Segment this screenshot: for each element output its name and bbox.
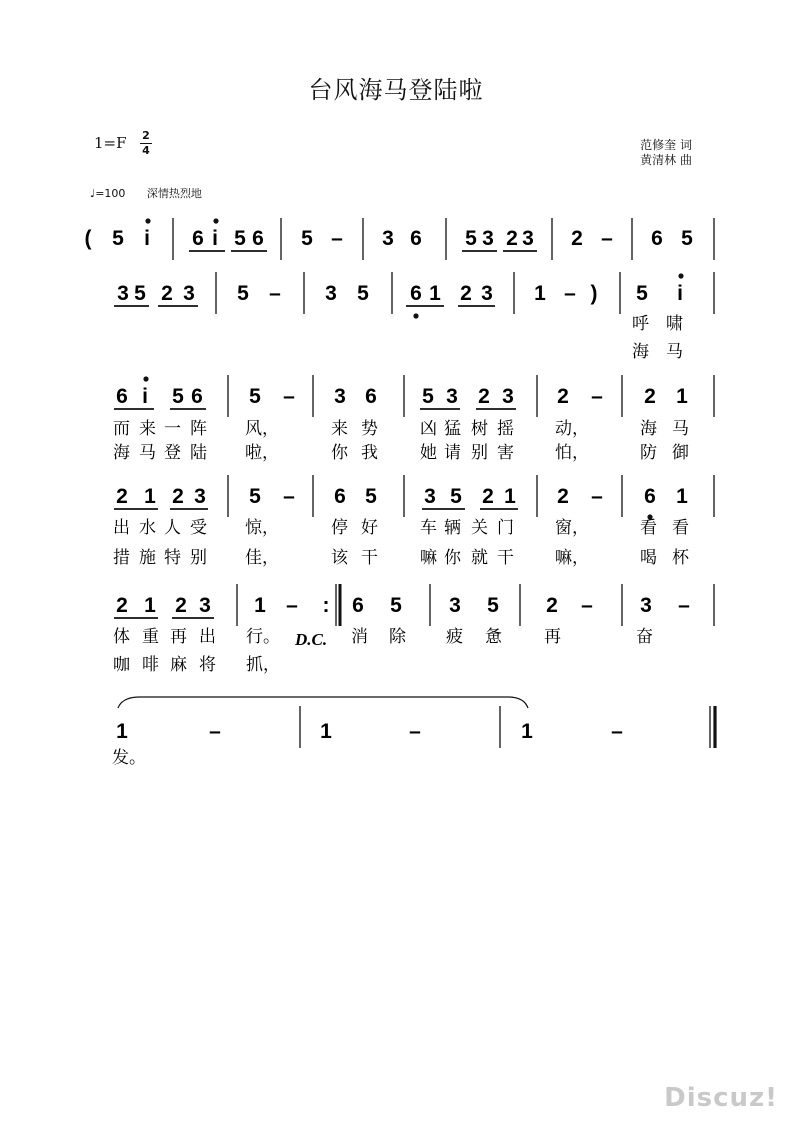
lyric-verse2: 我 [361,443,378,463]
note-n11: 6 [410,227,422,250]
lyric-verse1: 奋 [636,627,653,647]
note-n14: 2 [506,227,518,250]
lyric-verse2: 御 [672,443,689,463]
note-n34: ) [590,282,598,305]
lyric-verse1: 看 [672,518,689,538]
note-n1: ( [84,227,92,250]
note-n24: 5 [237,282,249,305]
lyric-verse1: 来 [139,419,156,439]
note-n75: : [322,594,330,617]
lyric-verse1: 再 [170,627,187,647]
note-n79: 5 [487,594,499,617]
lyric-verse2: 嘛 [420,548,437,568]
dc-marking: D.C. [295,630,328,649]
note-n37: 6 [116,385,128,408]
note-n50: – [591,385,603,408]
lyric-verse1: 而 [113,419,130,439]
note-n12: 5 [465,227,477,250]
note-n81: – [581,594,593,617]
lyric-verse2: 别 [471,443,488,463]
note-n4: 6 [192,227,204,250]
note-n61: 3 [424,485,436,508]
note-n82: 3 [640,594,652,617]
note-n27: 5 [357,282,369,305]
note-n36: i [677,282,683,305]
lyric-verse1: 重 [142,627,159,647]
note-n65: 2 [557,485,569,508]
note-n46: 3 [446,385,458,408]
note-n5: i [212,227,218,250]
note-n45: 5 [422,385,434,408]
lyric-verse1: 阵 [190,419,207,439]
note-n67: 6 [644,485,656,508]
note-n44: 6 [365,385,377,408]
note-n88: 1 [521,720,533,743]
note-n56: 3 [194,485,206,508]
note-n9: – [331,227,343,250]
lyric-verse1: 海 [640,419,657,439]
lyric-verse2: 海 [632,342,649,362]
note-n51: 2 [644,385,656,408]
lyric-verse2: 嘛， [555,548,589,568]
lyric-verse2: 措 [113,548,130,568]
lyric-verse1: 辆 [444,518,461,538]
lyric-verse2: 抓， [246,655,280,675]
note-n29: 1 [429,282,441,305]
note-n16: 2 [571,227,583,250]
note-n2: 5 [112,227,124,250]
note-n47: 2 [478,385,490,408]
lyric-verse2: 将 [199,655,216,675]
lyric-verse2: 啦， [245,443,279,463]
note-n3: i [144,227,150,250]
note-n86: 1 [320,720,332,743]
lyric-verse2: 就 [471,548,488,568]
lyricist-credit: 范修奎 词 [640,138,692,152]
song-title: 台风海马登陆啦 [308,76,484,104]
note-n13: 3 [482,227,494,250]
lyric-verse1: 惊， [245,518,279,538]
lyric-verse1: 势 [361,419,378,439]
lyric-verse2: 海 [113,443,130,463]
lyric-verse1: 车 [420,518,437,538]
note-n80: 2 [546,594,558,617]
note-n30: 2 [460,282,472,305]
lyric-verse2: 你 [331,443,348,463]
lyric-verse1: 凶 [420,419,437,439]
lyric-verse1: 猛 [444,419,461,439]
note-n71: 2 [175,594,187,617]
note-n78: 3 [449,594,461,617]
note-n49: 2 [557,385,569,408]
lyric-verse2: 你 [444,548,461,568]
lyric-verse2: 别 [190,548,207,568]
lyric-verse1: 马 [672,419,689,439]
lyric-verse2: 马 [139,443,156,463]
note-n20: 3 [117,282,129,305]
note-n89: – [611,720,623,743]
lyric-verse2: 登 [164,443,181,463]
octave-dot-high [145,218,150,223]
note-n39: 5 [172,385,184,408]
note-n19: 5 [681,227,693,250]
note-n22: 2 [161,282,173,305]
note-n77: 5 [390,594,402,617]
note-n83: – [678,594,690,617]
lyric-verse1: 动， [555,419,589,439]
note-n54: 1 [144,485,156,508]
lyric-verse1: 风， [245,419,279,439]
lyric-verse1: 一 [164,419,181,439]
note-n33: – [564,282,576,305]
note-n10: 3 [382,227,394,250]
lyric-verse2: 害 [497,443,514,463]
note-n26: 3 [325,282,337,305]
note-n87: – [409,720,421,743]
lyric-verse2: 喝 [640,548,657,568]
lyric-verse1: 来 [331,419,348,439]
lyric-verse1: 呼 [632,314,649,334]
lyric-verse1: 窗， [555,518,589,538]
note-n21: 5 [134,282,146,305]
lyric-verse2: 马 [666,342,683,362]
note-n62: 5 [450,485,462,508]
note-n17: – [601,227,613,250]
lyric-verse1: 除 [389,627,406,647]
lyric-verse2: 特 [164,548,181,568]
note-n41: 5 [249,385,261,408]
lyric-verse1: 受 [190,518,207,538]
note-n73: 1 [254,594,266,617]
lyric-verse1: 出 [113,518,130,538]
watermark: Discuz! [664,1083,778,1113]
lyric-verse1: 疲 [446,627,463,647]
note-n76: 6 [352,594,364,617]
slur-arc [118,697,528,708]
lyric-verse1: 啸 [666,314,683,334]
lyric-verse1: 消 [351,627,368,647]
note-n64: 1 [504,485,516,508]
lyric-verse1: 水 [139,518,156,538]
note-n48: 3 [502,385,514,408]
lyric-verse2: 佳， [245,548,279,568]
lyric-verse1: 摇 [497,419,514,439]
key-signature: 1=F [94,134,127,152]
note-n58: – [283,485,295,508]
note-n42: – [283,385,295,408]
tempo-mark: ♩=100 [90,187,126,200]
note-n68: 1 [676,485,688,508]
note-n70: 1 [144,594,156,617]
note-n57: 5 [249,485,261,508]
note-n7: 6 [252,227,264,250]
note-n43: 3 [334,385,346,408]
note-n15: 3 [522,227,534,250]
lyric-verse2: 陆 [190,443,207,463]
lyric-verse2: 该 [331,548,348,568]
lyric-verse2: 她 [420,443,437,463]
expression-mark: 深情热烈地 [146,187,202,200]
lyric-verse1: 停 [331,518,348,538]
note-n63: 2 [482,485,494,508]
note-n28: 6 [410,282,422,305]
note-n60: 5 [365,485,377,508]
lyric-verse2: 请 [444,443,461,463]
note-n35: 5 [636,282,648,305]
note-n8: 5 [301,227,313,250]
lyric-verse2: 防 [640,443,657,463]
meter-top: 2 [142,129,150,142]
note-n25: – [269,282,281,305]
note-n74: – [286,594,298,617]
lyric-verse1: 行。 [246,627,280,647]
note-n59: 6 [334,485,346,508]
lyric-verse2: 麻 [170,655,187,675]
note-n85: – [209,720,221,743]
lyric-verse1: 关 [471,518,488,538]
note-n53: 2 [116,485,128,508]
lyric-verse2: 干 [497,548,514,568]
note-n32: 1 [534,282,546,305]
note-n72: 3 [199,594,211,617]
lyric-verse2: 啡 [142,655,159,675]
composer-credit: 黄清林 曲 [640,153,692,167]
octave-dot-high [213,218,218,223]
octave-dot-high [143,376,148,381]
lyric-verse1: 人 [164,518,181,538]
lyric-ending: 发。 [112,748,146,768]
lyric-verse1: 再 [544,627,561,647]
note-n69: 2 [116,594,128,617]
lyric-verse1: 惫 [485,627,502,647]
meter-bottom: 4 [142,144,150,157]
lyric-verse2: 施 [139,548,156,568]
lyric-verse1: 树 [471,419,488,439]
lyric-verse2: 咖 [113,655,130,675]
lyric-verse1: 好 [361,518,378,538]
note-n6: 5 [234,227,246,250]
note-n23: 3 [183,282,195,305]
lyric-verse2: 干 [361,548,378,568]
lyric-verse1: 体 [113,627,130,647]
note-n31: 3 [481,282,493,305]
lyric-verse2: 怕， [555,443,589,463]
lyric-verse2: 杯 [672,548,689,568]
lyric-verse1: 看 [640,518,657,538]
note-n18: 6 [651,227,663,250]
note-n52: 1 [676,385,688,408]
octave-dot-high [678,273,683,278]
note-n55: 2 [172,485,184,508]
note-n38: i [142,385,148,408]
octave-dot-low [413,313,418,318]
lyric-verse1: 出 [199,627,216,647]
lyric-verse1: 门 [497,518,514,538]
note-n40: 6 [191,385,203,408]
note-n66: – [591,485,603,508]
note-n84: 1 [116,720,128,743]
